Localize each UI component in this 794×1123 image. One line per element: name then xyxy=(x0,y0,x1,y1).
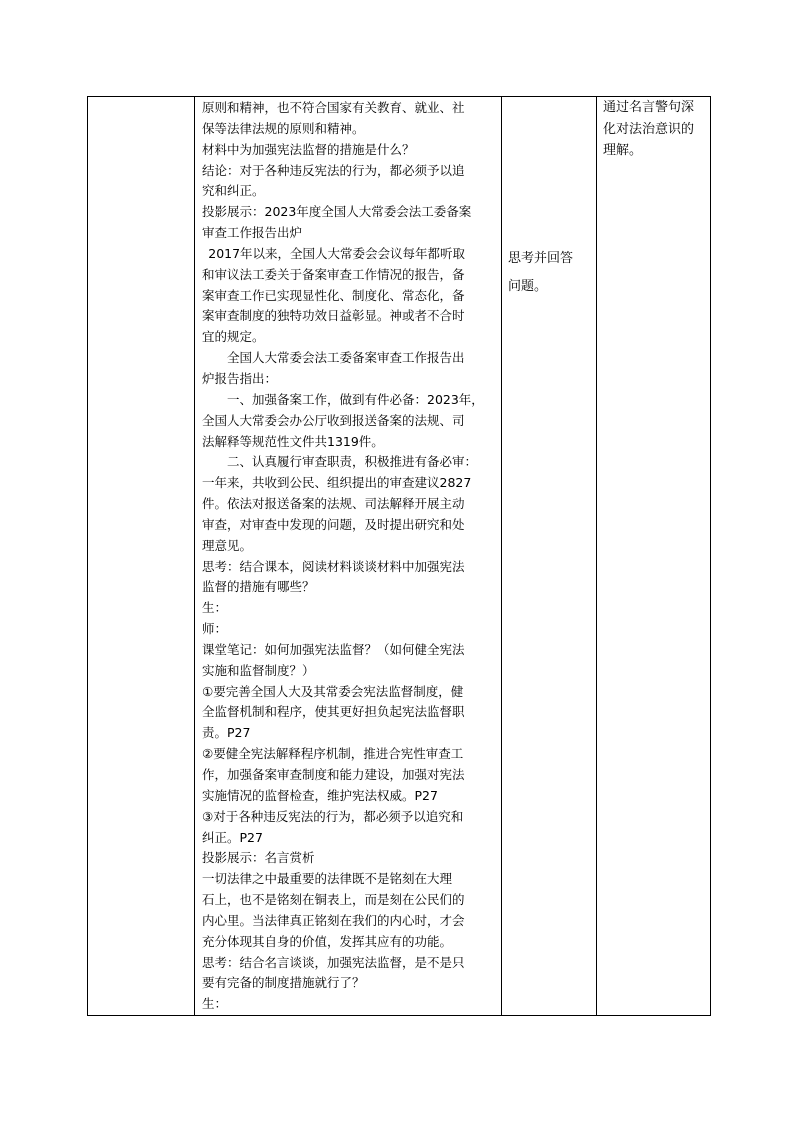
text-line: 材料中为加强宪法监督的措施是什么？ xyxy=(202,141,415,157)
text-line: 作，加强备案审查制度和能力建设，加强对宪法 xyxy=(202,767,465,782)
table-row xyxy=(88,97,711,1016)
text-line: 石上，也不是铭刻在铜表上，而是刻在公民们的 xyxy=(202,892,465,908)
text-line: 审查工作报告出炉 xyxy=(202,225,303,241)
text-line: 生： xyxy=(202,996,228,1012)
text-line: ②要健全宪法解释程序机制，推进合宪性审查工 xyxy=(202,746,464,762)
text-line: 案审查制度的独特功效日益彰显。神或者不合时 xyxy=(202,308,465,324)
text-line: 要有完备的制度措施就行了？ xyxy=(202,975,365,991)
lesson-plan-table xyxy=(87,96,711,1016)
text-line: 炉报告指出： xyxy=(202,370,278,386)
design-intent-cell xyxy=(597,97,711,1016)
text-line: 理解。 xyxy=(603,143,643,158)
text-line: 案审查工作已实现显性化、制度化、常态化，备 xyxy=(202,287,465,303)
text-line: 问题。 xyxy=(508,279,548,294)
text-line: 全国人大常委会办公厅收到报送备案的法规、司 xyxy=(202,412,465,428)
teaching-content-cell xyxy=(195,97,502,1016)
text-line: 究和纠正。 xyxy=(202,183,265,199)
text-line: 2017年以来，全国人大常委会会议每年都听取 xyxy=(208,245,466,261)
text-line: 理意见。 xyxy=(202,537,253,553)
text-line: 充分体现其自身的价值，发挥其应有的功能。 xyxy=(202,933,453,949)
text-line: 全监督机制和程序，使其更好担负起宪法监督职 xyxy=(202,704,465,720)
text-line: 化对法治意识的 xyxy=(603,121,695,137)
text-line: 一、加强备案工作，做到有件必备：2023年， xyxy=(227,391,484,407)
text-line: 课堂笔记：如何加强宪法监督？（如何健全宪法 xyxy=(202,641,465,657)
text-line: 一切法律之中最重要的法律既不是铭刻在大理 xyxy=(202,871,453,887)
text-line: 结论：对于各种违反宪法的行为，都必须予以追 xyxy=(202,162,465,178)
text-line: ①要完善全国人大及其常委会宪法监督制度，健 xyxy=(202,683,464,699)
text-line: 审查，对审查中发现的问题，及时提出研究和处 xyxy=(202,516,465,532)
teaching-content-text xyxy=(195,97,501,1015)
stage-cell xyxy=(88,97,195,1016)
text-line: 责。P27 xyxy=(202,725,251,741)
text-line: 全国人大常委会法工委备案审查工作报告出 xyxy=(227,350,465,366)
text-line: 通过名言警句深 xyxy=(603,100,695,115)
text-line: 投影展示：名言赏析 xyxy=(202,850,315,866)
text-line: 师： xyxy=(202,621,228,637)
design-intent-text xyxy=(597,97,710,162)
student-activity-text xyxy=(502,245,596,301)
text-line: 监督的措施有哪些？ xyxy=(202,579,315,595)
text-line: 原则和精神，也不符合国家有关教育、就业、社 xyxy=(202,100,465,115)
student-activity-cell xyxy=(502,97,597,1016)
text-line: 实施情况的监督检查，维护宪法权威。P27 xyxy=(202,787,438,803)
text-line: 宜的规定。 xyxy=(202,329,265,345)
text-line: 思考并回答 xyxy=(508,251,574,266)
text-line: 思考：结合名言谈谈，加强宪法监督，是不是只 xyxy=(202,954,465,970)
text-line: 一年来，共收到公民、组织提出的审查建议2827 xyxy=(202,475,472,491)
text-line: 保等法律法规的原则和精神。 xyxy=(202,120,365,136)
text-line: 内心里。当法律真正铭刻在我们的内心时，才会 xyxy=(202,912,465,928)
text-line: 和审议法工委关于备案审查工作情况的报告，备 xyxy=(202,266,465,282)
text-line: 投影展示：2023年度全国人大常委会法工委备案 xyxy=(202,204,472,220)
text-line: 生： xyxy=(202,600,228,616)
text-line: 件。依法对报送备案的法规、司法解释开展主动 xyxy=(202,496,465,512)
text-line: 二、认真履行审查职责，积极推进有备必审： xyxy=(227,454,478,470)
text-line: 纠正。P27 xyxy=(202,829,263,845)
text-line: ③对于各种违反宪法的行为，都必须予以追究和 xyxy=(202,808,464,824)
text-line: 实施和监督制度？） xyxy=(202,662,315,678)
text-line: 思考：结合课本，阅读材料谈谈材料中加强宪法 xyxy=(202,558,465,574)
text-line: 法解释等规范性文件共1319件。 xyxy=(202,433,384,449)
